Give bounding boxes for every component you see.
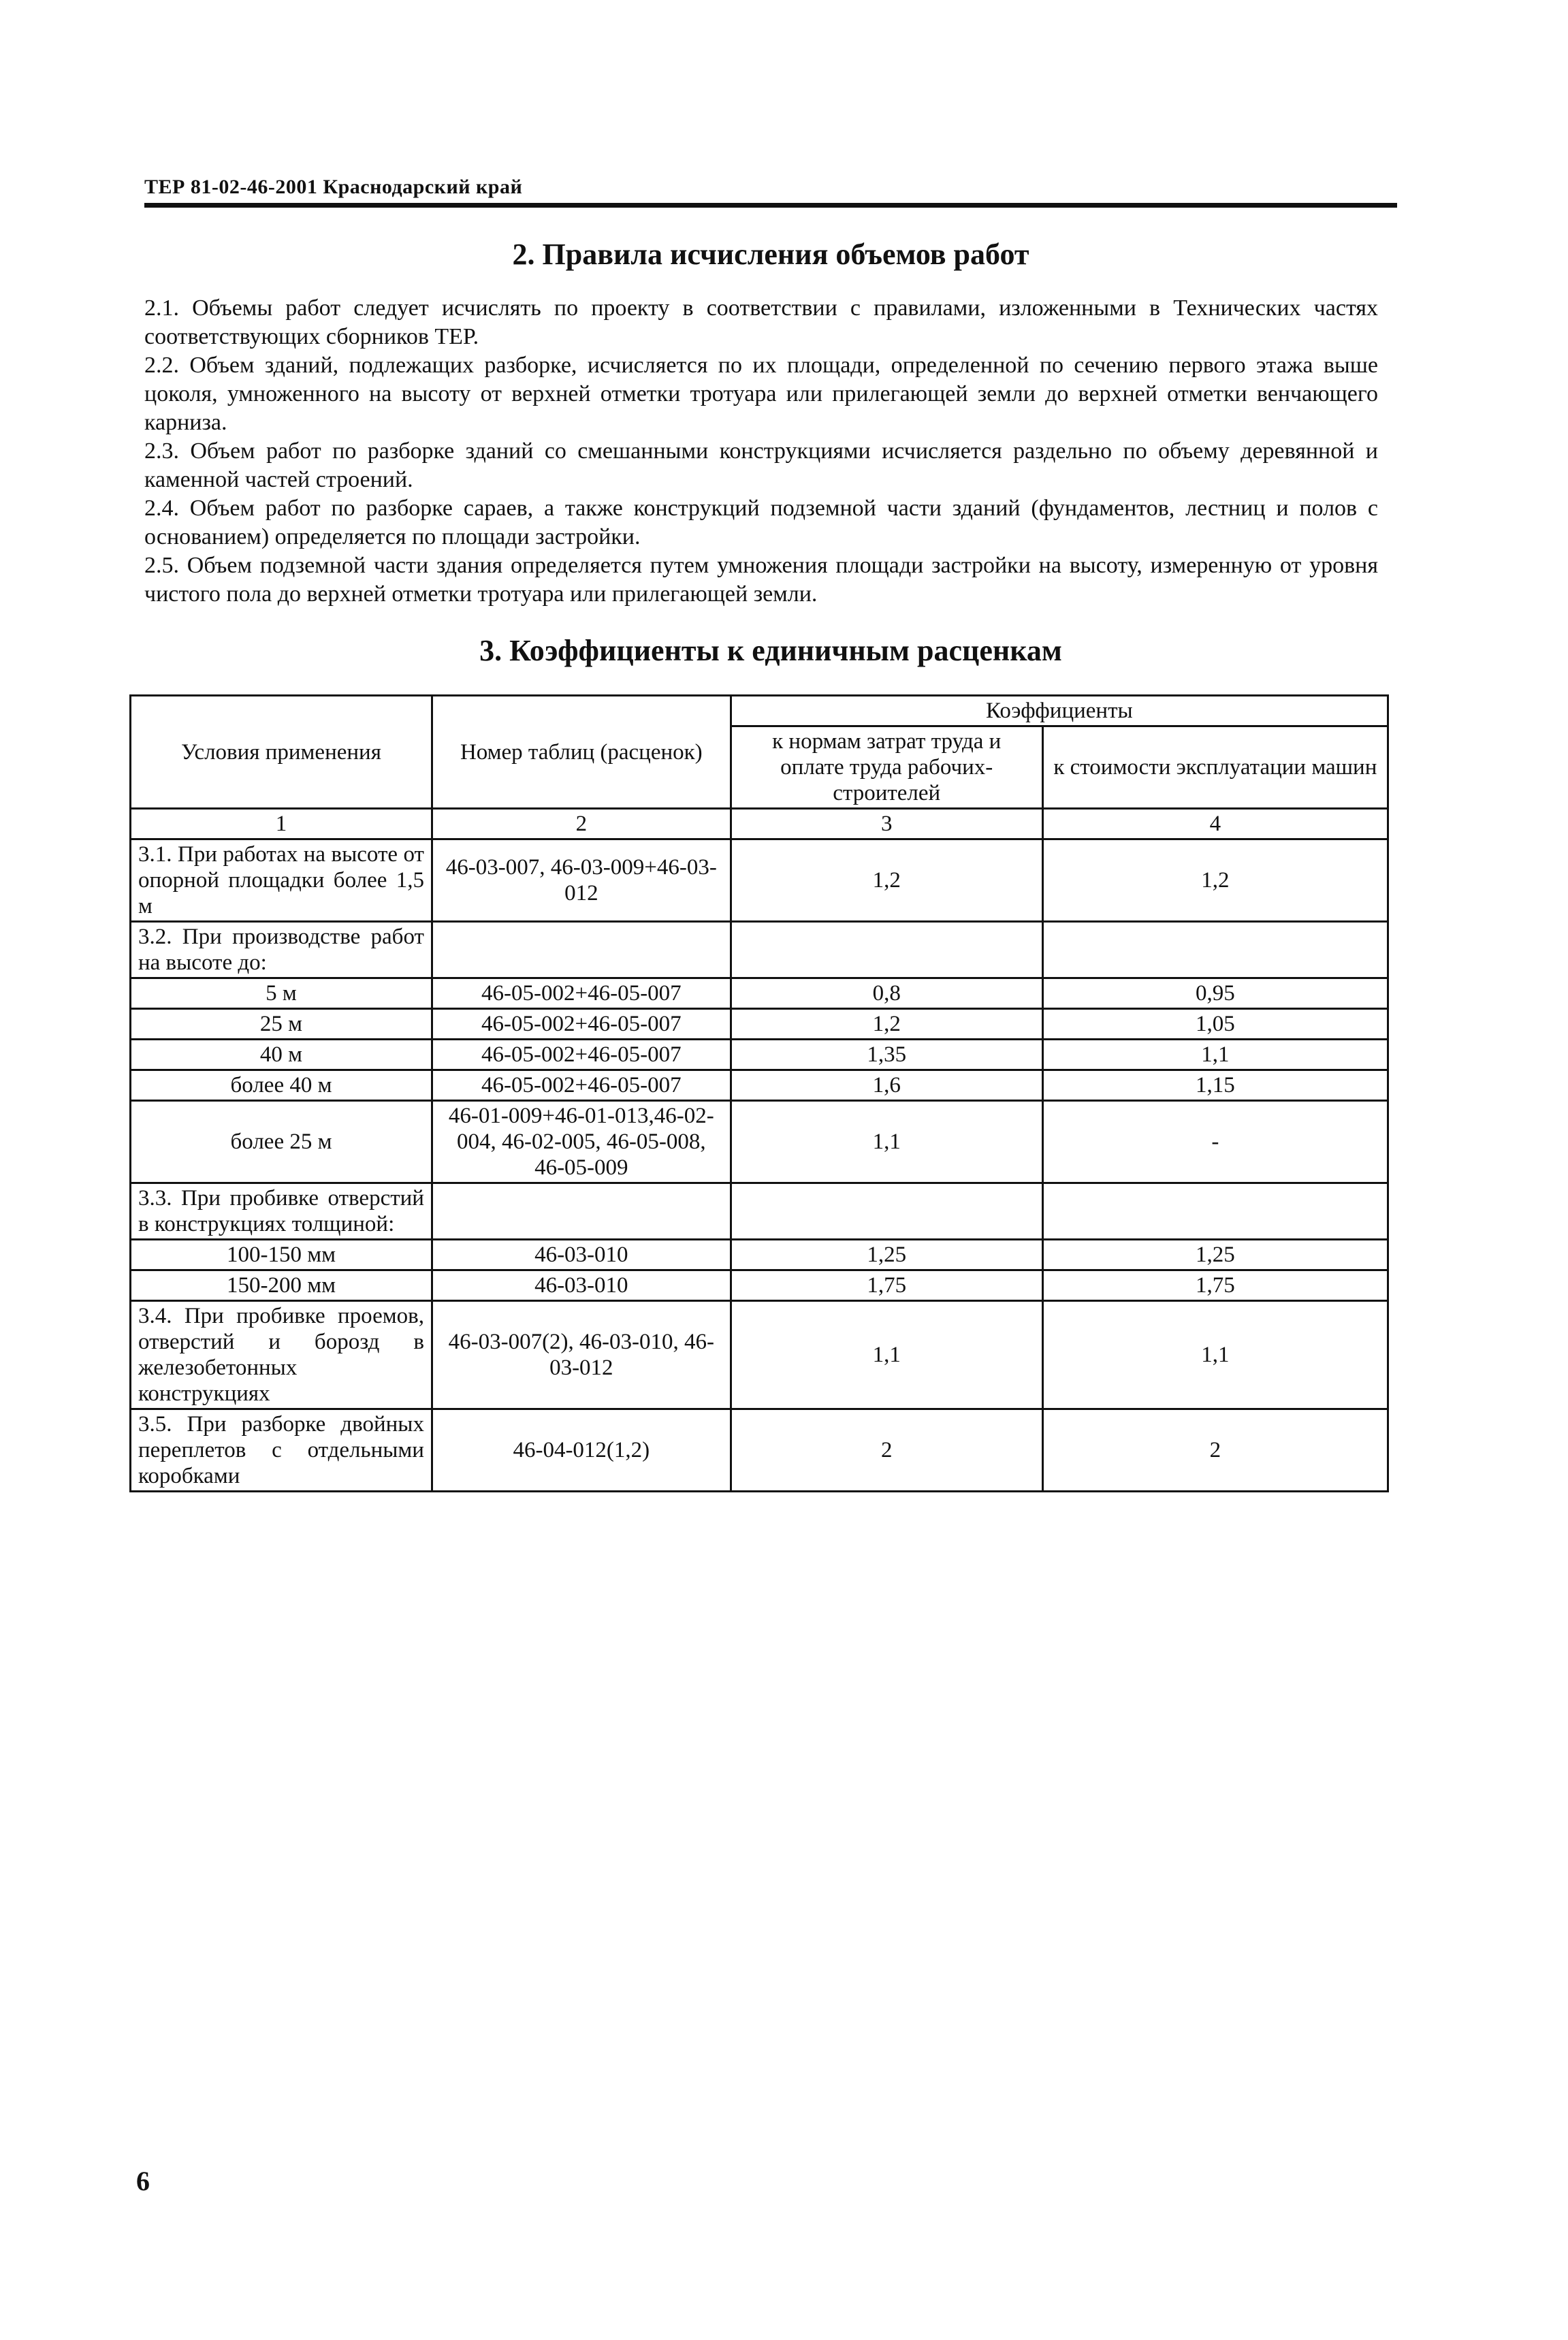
running-header: ТЕР 81-02-46-2001 Краснодарский край (144, 176, 523, 198)
machine-coef-cell: 1,25 (1042, 1240, 1388, 1270)
condition-cell: 3.5. При разборке двойных переплетов с отдельными коробками (131, 1409, 432, 1492)
paragraph-2-1: 2.1. Объемы работ следует исчислять по проекту в соответствии с правилами, изложенными в Технических частях соответствующих сборников ТЕР. (144, 295, 1378, 349)
labor-coef-cell: 1,1 (731, 1101, 1042, 1183)
machine-coef-cell: 1,1 (1042, 1040, 1388, 1070)
machine-coef-cell (1042, 1183, 1388, 1240)
header-conditions: Условия применения (131, 696, 432, 809)
section-2-body (144, 294, 1378, 609)
header-coefficients: Коэффициенты (731, 696, 1388, 726)
machine-coef-cell (1042, 922, 1388, 978)
machine-coef-cell: 1,2 (1042, 839, 1388, 922)
table-row (131, 1183, 1388, 1240)
table-row (131, 978, 1388, 1009)
labor-coef-cell: 1,2 (731, 839, 1042, 922)
labor-coef-cell: 1,1 (731, 1301, 1042, 1409)
column-number-row (131, 809, 1388, 839)
table-row (131, 1270, 1388, 1301)
table-numbers-cell: 46-01-009+46-01-013,46-02-004, 46-02-005, 46-05-008, 46-05-009 (432, 1101, 731, 1183)
condition-cell: 150-200 мм (131, 1270, 432, 1301)
table-numbers-cell: 46-03-010 (432, 1270, 731, 1301)
section-3-title: 3. Коэффициенты к единичным расценкам (479, 634, 1062, 667)
paragraph-2-4: 2.4. Объем работ по разборке сараев, а также конструкций подземной части зданий (фундаментов, лестниц и полов с основанием) определяется по площади застройки. (144, 496, 1378, 549)
table-row (131, 1040, 1388, 1070)
table-numbers-cell: 46-05-002+46-05-007 (432, 1040, 731, 1070)
table-row (131, 839, 1388, 922)
machine-coef-cell: - (1042, 1101, 1388, 1183)
machine-coef-cell: 2 (1042, 1409, 1388, 1492)
condition-cell: 3.4. При пробивке проемов, отверстий и борозд в железобетонных конструкциях (131, 1301, 432, 1409)
table-row (131, 922, 1388, 978)
condition-cell: 40 м (131, 1040, 432, 1070)
labor-coef-cell: 1,6 (731, 1070, 1042, 1101)
table-row (131, 1009, 1388, 1040)
page-number: 6 (136, 2166, 150, 2196)
table-numbers-cell (432, 1183, 731, 1240)
table-row (131, 1301, 1388, 1409)
table-numbers-cell: 46-03-010 (432, 1240, 731, 1270)
labor-coef-cell (731, 922, 1042, 978)
condition-cell: 5 м (131, 978, 432, 1009)
table-numbers-cell: 46-05-002+46-05-007 (432, 1009, 731, 1040)
header-labor: к нормам затрат труда и оплате труда рабочих-строителей (731, 726, 1042, 809)
labor-coef-cell: 1,75 (731, 1270, 1042, 1301)
condition-cell: 25 м (131, 1009, 432, 1040)
coefficients-table (129, 694, 1389, 1492)
section-2-title: 2. Правила исчисления объемов работ (512, 238, 1029, 271)
table-row (131, 1409, 1388, 1492)
machine-coef-cell: 1,05 (1042, 1009, 1388, 1040)
header-table-numbers: Номер таблиц (расценок) (432, 696, 731, 809)
table-row (131, 1101, 1388, 1183)
table-row (131, 1240, 1388, 1270)
table-numbers-cell: 46-03-007(2), 46-03-010, 46-03-012 (432, 1301, 731, 1409)
table-header-row (131, 696, 1388, 726)
machine-coef-cell: 0,95 (1042, 978, 1388, 1009)
machine-coef-cell: 1,15 (1042, 1070, 1388, 1101)
paragraph-2-5: 2.5. Объем подземной части здания определяется путем умножения площади застройки на высоту, измеренную от уровня чистого пола до верхней отметки тротуара или прилегающей земли. (144, 553, 1378, 607)
condition-cell: 3.2. При производстве работ на высоте до: (131, 922, 432, 978)
table-row (131, 1070, 1388, 1101)
table-numbers-cell: 46-03-007, 46-03-009+46-03-012 (432, 839, 731, 922)
labor-coef-cell: 1,35 (731, 1040, 1042, 1070)
condition-cell: более 40 м (131, 1070, 432, 1101)
table-numbers-cell: 46-05-002+46-05-007 (432, 1070, 731, 1101)
column-number: 4 (1042, 809, 1388, 839)
condition-cell: более 25 м (131, 1101, 432, 1183)
header-machines: к стоимости эксплуатации машин (1042, 726, 1388, 809)
paragraph-2-2: 2.2. Объем зданий, подлежащих разборке, исчисляется по их площади, определенной по сечению первого этажа выше цоколя, умноженного на высоту от верхней отметки тротуара или прилегающей земли до верхней отметки венчающего карниза. (144, 353, 1378, 435)
header-rule (144, 203, 1397, 208)
table-numbers-cell (432, 922, 731, 978)
labor-coef-cell: 1,25 (731, 1240, 1042, 1270)
labor-coef-cell (731, 1183, 1042, 1240)
paragraph-2-3: 2.3. Объем работ по разборке зданий со смешанными конструкциями исчисляется раздельно по объему деревянной и каменной частей строений. (144, 438, 1378, 492)
column-number: 1 (131, 809, 432, 839)
condition-cell: 3.1. При работах на высоте от опорной площадки более 1,5 м (131, 839, 432, 922)
labor-coef-cell: 0,8 (731, 978, 1042, 1009)
table-numbers-cell: 46-04-012(1,2) (432, 1409, 731, 1492)
machine-coef-cell: 1,75 (1042, 1270, 1388, 1301)
machine-coef-cell: 1,1 (1042, 1301, 1388, 1409)
labor-coef-cell: 1,2 (731, 1009, 1042, 1040)
table-numbers-cell: 46-05-002+46-05-007 (432, 978, 731, 1009)
condition-cell: 3.3. При пробивке отверстий в конструкциях толщиной: (131, 1183, 432, 1240)
column-number: 3 (731, 809, 1042, 839)
condition-cell: 100-150 мм (131, 1240, 432, 1270)
column-number: 2 (432, 809, 731, 839)
labor-coef-cell: 2 (731, 1409, 1042, 1492)
